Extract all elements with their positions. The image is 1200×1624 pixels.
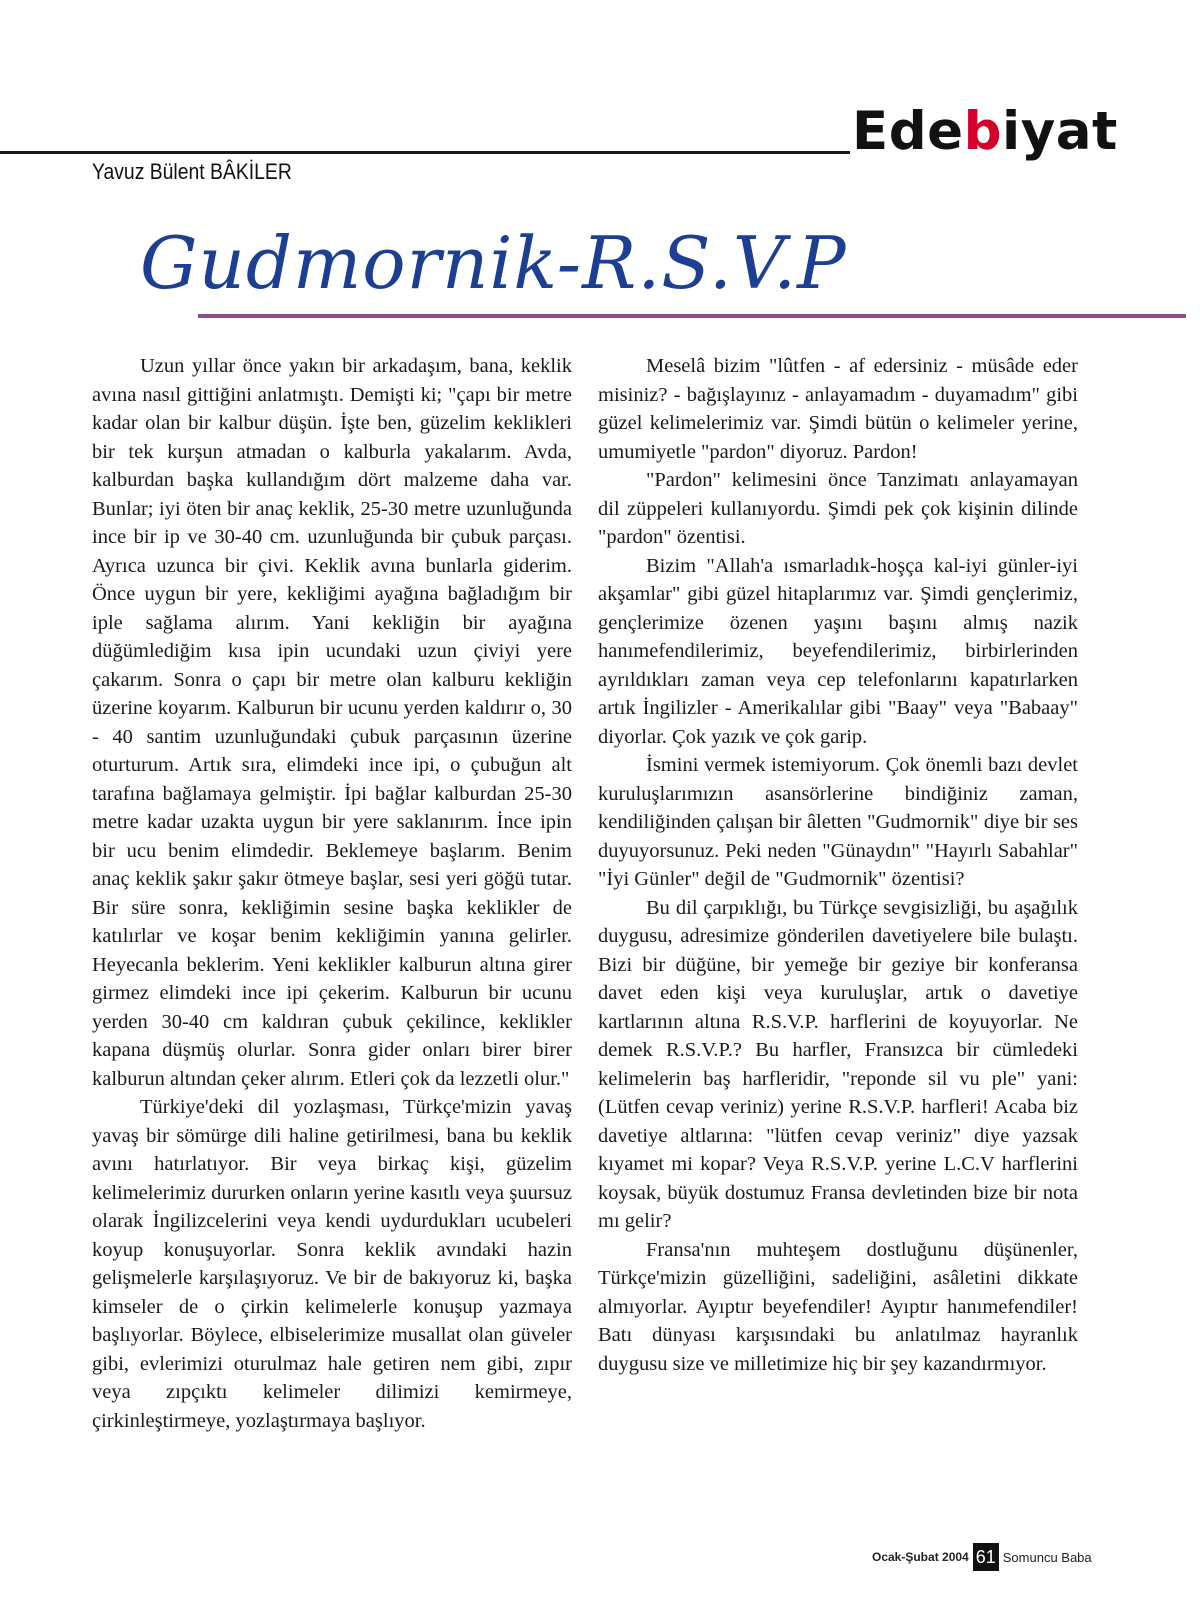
paragraph: Bizim "Allah'a ısmarladık-hoşça kal-iyi günler-iyi akşamlar" gibi güzel hitaplarımız var. Şimdi gençlerimiz, gençlerimize özenen yaşını başını almış nazik hanımefendilerimiz, beyefendilerimiz, birbirlerinden ayrıldıkları zaman veya cep telefonlarını kapatırlarken artık İngilizler - Amerikalılar gibi "Baay" veya "Babaay" diyorlar. Çok yazık ve çok garip.	[598, 554, 1078, 748]
title-underline	[198, 314, 1186, 318]
left-column	[92, 352, 572, 1435]
magazine-name: Somuncu Baba	[1002, 1549, 1092, 1565]
header-rule	[0, 151, 850, 154]
right-column	[598, 352, 1078, 1378]
section-title-part1: Ede	[852, 101, 964, 162]
section-title-accent: b	[963, 101, 1003, 162]
issue-date: Ocak-Şubat 2004	[872, 1550, 969, 1564]
paragraph: Meselâ bizim "lûtfen - af edersiniz - müsâde eder misiniz? - bağışlayınız - anlayamadım - duyamadım" gibi güzel kelimelerimiz var. Şimdi bütün o kelimeler yerine, umumiyetle "pardon" diyoruz. Pardon!	[598, 355, 1078, 463]
section-title	[852, 102, 1118, 162]
paragraph: Uzun yıllar önce yakın bir arkadaşım, bana, keklik avına nasıl gittiğini anlatmıştı. Demişti ki; "çapı bir metre kadar olan bir kalbur düşün. İşte ben, güzelim keklikleri bir tek kurşun atmadan o kalburla yakalarım. Avda, kalburdan başka kullandığım dört malzeme daha var. Bunlar; iyi öten bir anaç keklik, 25-30 metre uzunluğunda ince bir ip ve 30-40 cm. uzunluğunda bir çubuk parçası. Ayrıca uzunca bir çivi. Keklik avına bunlarla giderim. Önce uygun bir yere, kekliğimi ayağına bağladığım bir iple sağlama alırım. Yani kekliğin bir ayağına düğümlediğim kısa ipin ucundaki uzun çiviyi yere çakarım. Sonra o çapı bir metre olan kalburu kekliğin üzerine koyarım. Kalburun bir ucunu yerden kaldırır o, 30 - 40 santim uzunluğundaki çubuk parçasının üzerine oturturum. Artık sıra, elimdeki ince ipi, o çubuğun alt tarafına bağlamaya gelmiştir. İpi bağlar kalburdan 25-30 metre kadar uzakta uygun bir yere saklanırım. İnce ipin bir ucu benim elimdedir. Beklemeye başlarım. Benim anaç keklik şakır şakır ötmeye başlar, sesi yeri göğü tutar. Bir süre sonra, kekliğimin sesine başka keklikler de katılırlar ve koşar benim kekliğimin yanına gelirler. Heyecanla beklerim. Yeni keklikler kalburun altına girer girmez elimdeki ince ipi çekerim. Kalburun bir ucunu yerden 30-40 cm kaldıran çubuk çekilince, keklikler kapana düşmüş olurlar. Sonra gider onları birer birer kalburun altından çeker alırım. Etleri çok da lezzetli olur."	[92, 355, 572, 1090]
author-name: Yavuz Bülent BÂKİLER	[92, 159, 292, 184]
paragraph: "Pardon" kelimesini önce Tanzimatı anlayamayan dil züppeleri kullanıyordu. Şimdi pek çok kişinin dilinde "pardon" özentisi.	[598, 469, 1078, 548]
page-number: 61	[973, 1543, 999, 1571]
article-title: Gudmornik-R.S.V.P	[140, 221, 847, 305]
paragraph: Bu dil çarpıklığı, bu Türkçe sevgisizliği, bu aşağılık duygusu, adresimize gönderilen davetiyelere bile bulaştı. Bizi bir düğüne, bir yemeğe bir geziye bir konferansa davet eden kişi veya kuruluşlar, artık o davetiye kartlarının altına R.S.V.P. harflerini de koyuyorlar. Ne demek R.S.V.P.? Bu harfler, Fransızca bir cümledeki kelimelerin baş harfleridir, "reponde sil vu ple" yani: (Lütfen cevap veriniz) yerine R.S.V.P. harfleri! Acaba biz davetiye altlarına: "lütfen cevap veriniz" diye yazsak kıyamet mi kopar? Veya R.S.V.P. yerine L.C.V harflerini koysak, büyük dostumuz Fransa devletinden bize bir nota mı gelir?	[598, 896, 1078, 1232]
section-title-part2: iyat	[1002, 101, 1118, 162]
paragraph: Türkiye'deki dil yozlaşması, Türkçe'mizin yavaş yavaş bir sömürge dili haline getirilmesi, bana bu keklik avını hatırlatıyor. Bir veya birkaç kişi, güzelim kelimelerimiz dururken onların yerine kasıtlı veya şuursuz olarak İngilizcelerini veya kendi uydurdukları ucubeleri koyup konuşuyorlar. Sonra keklik avındaki hazin gelişmelerle karşılaşıyoruz. Ve bir de bakıyoruz ki, başka kimseler de o çirkin kelimelerle konuşup yazmaya başlıyorlar. Böylece, elbiselerimize musallat olan güveler gibi, evlerimizi oturulmaz hale getiren nem gibi, zıpır veya zıpçıktı kelimeler dilimizi kemirmeye, çirkinleştirmeye, yozlaştırmaya başlıyor.	[92, 1096, 572, 1432]
page-footer	[872, 1542, 1092, 1572]
paragraph: Fransa'nın muhteşem dostluğunu düşünenler, Türkçe'mizin güzelliğini, sadeliğini, asâletini dikkate almıyorlar. Ayıptır beyefendiler! Ayıptır hanımefendiler! Batı dünyası karşısındaki bu anlatılmaz hayranlık duygusu size ve milletimize hiç bir şey kazandırmıyor.	[598, 1238, 1078, 1375]
paragraph: İsmini vermek istemiyorum. Çok önemli bazı devlet kuruluşlarımızın asansörlerine bindiğiniz zaman, kendiliğinden çalışan bir âletten "Gudmornik" diye bir ses duyuyorsunuz. Peki neden "Günaydın" "Hayırlı Sabahlar" "İyi Günler" değil de "Gudmornik" özentisi?	[598, 754, 1078, 890]
